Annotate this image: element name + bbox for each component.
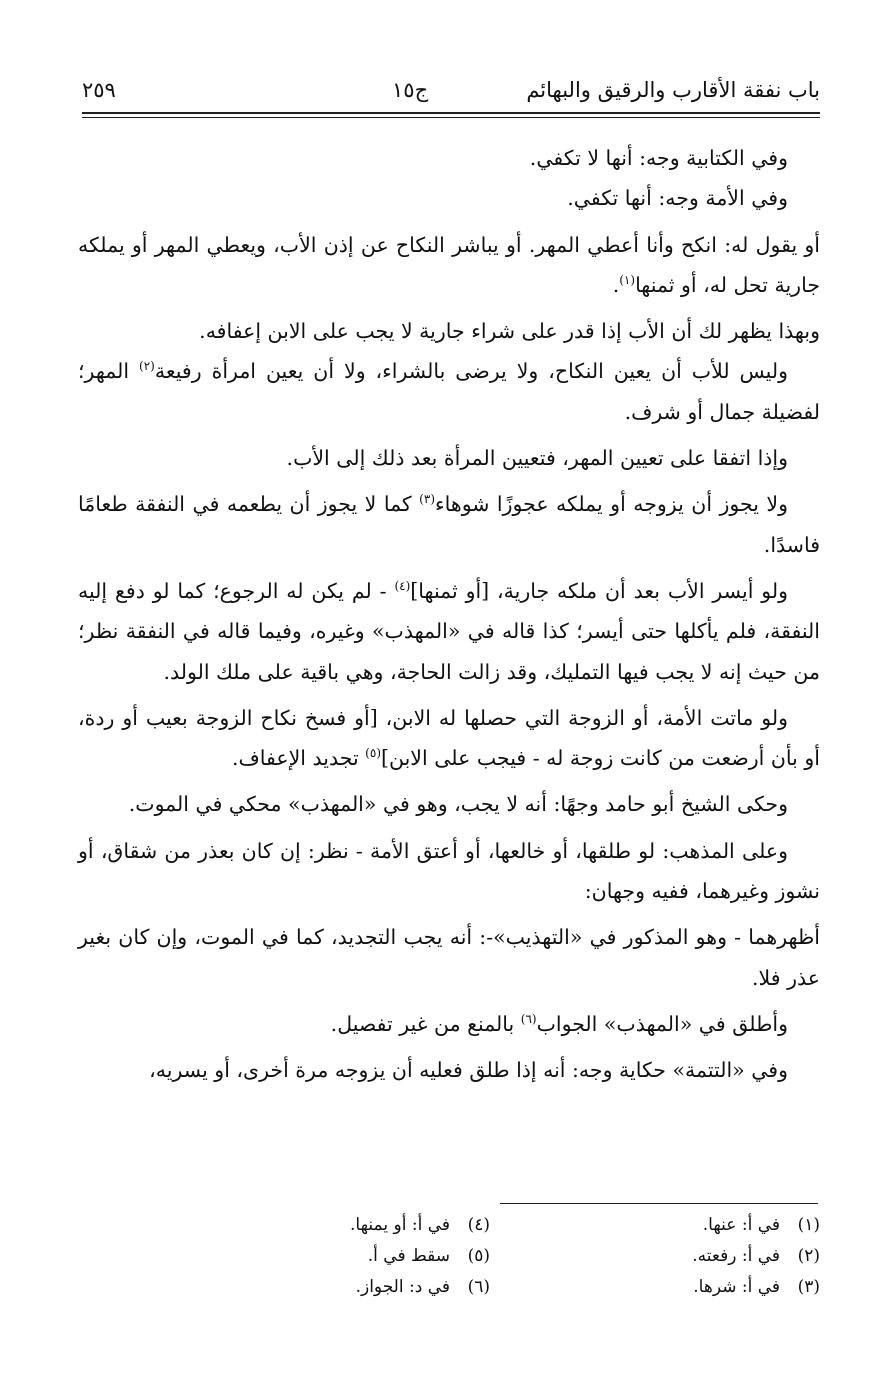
paragraph-text-continued: كما لا يجوز أن يطعمه في النفقة طعامًا فاسدًا. [78, 492, 820, 557]
paragraph [78, 917, 820, 998]
footnote-number: (٣) [797, 1277, 820, 1297]
header-rule-thin [82, 117, 820, 118]
footnote-item [230, 1272, 490, 1303]
paragraph-text: أظهرهما - وهو المذكور في «التهذيب»-: أنه يجب التجديد، كما في الموت، وإن كان بغير عذر فلا. [78, 925, 820, 990]
footnote-marker[interactable]: (٤) [394, 579, 411, 594]
footnote-item [560, 1272, 820, 1303]
footnote-text: سقط في أ. [367, 1246, 450, 1266]
page-number: ٢٥٩ [82, 78, 116, 102]
footnote-marker[interactable]: (٥) [365, 746, 381, 761]
footnotes [255, 1210, 820, 1310]
volume-number: ج١٥ [392, 78, 429, 102]
footnote-item [230, 1241, 490, 1272]
footnote-number: (٢) [797, 1246, 820, 1266]
paragraph [78, 784, 820, 824]
paragraph-text-continued: تجديد الإعفاف. [231, 746, 366, 771]
paragraph [78, 571, 820, 692]
footnote-item [230, 1210, 490, 1241]
paragraph-text: وفي الكتابية وجه: أنها لا تكفي. [529, 146, 788, 170]
paragraph-text: ولو ماتت الأمة، أو الزوجة التي حصلها له الابن، [أو فسخ نكاح الزوجة بعيب أو ردة، أو بأن أرضعت من كانت زوجة له - فيجب على الابن] [78, 705, 820, 771]
paragraph [78, 1004, 820, 1044]
paragraph-text: وعلى المذهب: لو طلقها، أو خالعها، أو أعتق الأمة - نظر: إن كان بعذر من شقاق، أو نشوز وغيرهما، ففيه وجهان: [78, 838, 820, 904]
footnote-text: في أ: عنها. [702, 1215, 780, 1235]
paragraph [78, 484, 820, 565]
paragraph [78, 698, 820, 779]
footnote-text: في أ: شرها. [693, 1277, 780, 1297]
paragraph-text-continued: بالمنع من غير تفصيل. [330, 1011, 521, 1036]
footnote-marker[interactable]: (٢) [139, 359, 155, 374]
paragraph-text-continued: المهر؛ لفضيلة جمال أو شرف. [78, 359, 820, 424]
footnote-number: (٥) [467, 1246, 490, 1266]
chapter-title: باب نفقة الأقارب والرقيق والبهائم [526, 78, 820, 102]
page-header [82, 70, 820, 110]
footnote-number: (٦) [467, 1277, 490, 1297]
paragraph [78, 178, 820, 218]
footnotes-left-column [230, 1210, 490, 1303]
paragraph-text: وأطلق في «المهذب» الجواب [536, 1011, 788, 1036]
paragraph [78, 138, 820, 178]
footnote-item [560, 1241, 820, 1272]
paragraph [78, 831, 820, 912]
paragraph [78, 225, 820, 306]
paragraph-text: وفي الأمة وجه: أنها تكفي. [567, 186, 788, 211]
header-rule-thick [82, 112, 820, 114]
footnote-marker[interactable]: (٦) [520, 1012, 537, 1027]
footnote-number: (٤) [467, 1215, 490, 1235]
footnote-number: (١) [797, 1215, 820, 1235]
paragraph [78, 438, 820, 478]
paragraph [78, 351, 820, 432]
paragraph-text-continued: . [612, 272, 620, 297]
paragraph-text: ولا يجوز أن يزوجه أو يملكه عجوزًا شوهاء [435, 492, 788, 517]
footnote-separator [500, 1203, 818, 1204]
paragraph-text: وفي «التتمة» حكاية وجه: أنه إذا طلق فعليه أن يزوجه مرة أخرى، أو يسريه، [149, 1058, 788, 1083]
paragraph [78, 311, 820, 351]
main-text [78, 138, 820, 1091]
footnote-text: في د: الجواز. [355, 1277, 450, 1297]
footnote-item [560, 1210, 820, 1241]
paragraph-text: أو يقول له: انكح وأنا أعطي المهر. أو يباشر النكاح عن إذن الأب، ويعطي المهر أو يملكه جارية تحل له، أو ثمنها [78, 232, 820, 297]
footnote-marker[interactable]: (٣) [419, 492, 435, 507]
footnotes-right-column [560, 1210, 820, 1303]
footnote-marker[interactable]: (١) [619, 273, 636, 288]
paragraph-text: وليس للأب أن يعين النكاح، ولا يرضى بالشراء، ولا أن يعين امرأة رفيعة [154, 359, 788, 384]
paragraph-text-continued: - لم يكن له الرجوع؛ كما لو دفع إليه النفقة، فلم يأكلها حتى أيسر؛ كذا قاله في «المهذب» وغيره، وفيما قاله في النفقة نظر؛ من حيث إنه لا يجب فيها التمليك، وقد زالت الحاجة، وهي باقية على ملك الولد. [78, 578, 820, 684]
paragraph-text: وبهذا يظهر لك أن الأب إذا قدر على شراء جارية لا يجب على الابن إعفافه. [199, 319, 820, 344]
paragraph-text: ولو أيسر الأب بعد أن ملكه جارية، [أو ثمنها] [410, 578, 788, 603]
paragraph-text: وإذا اتفقا على تعيين المهر، فتعيين المرأة بعد ذلك إلى الأب. [286, 446, 788, 471]
paragraph [78, 1050, 820, 1090]
paragraph-text: وحكى الشيخ أبو حامد وجهًا: أنه لا يجب، وهو في «المهذب» محكي في الموت. [128, 792, 788, 817]
footnote-text: في أ: رفعته. [692, 1246, 780, 1266]
footnote-text: في أ: أو يمنها. [350, 1215, 450, 1235]
